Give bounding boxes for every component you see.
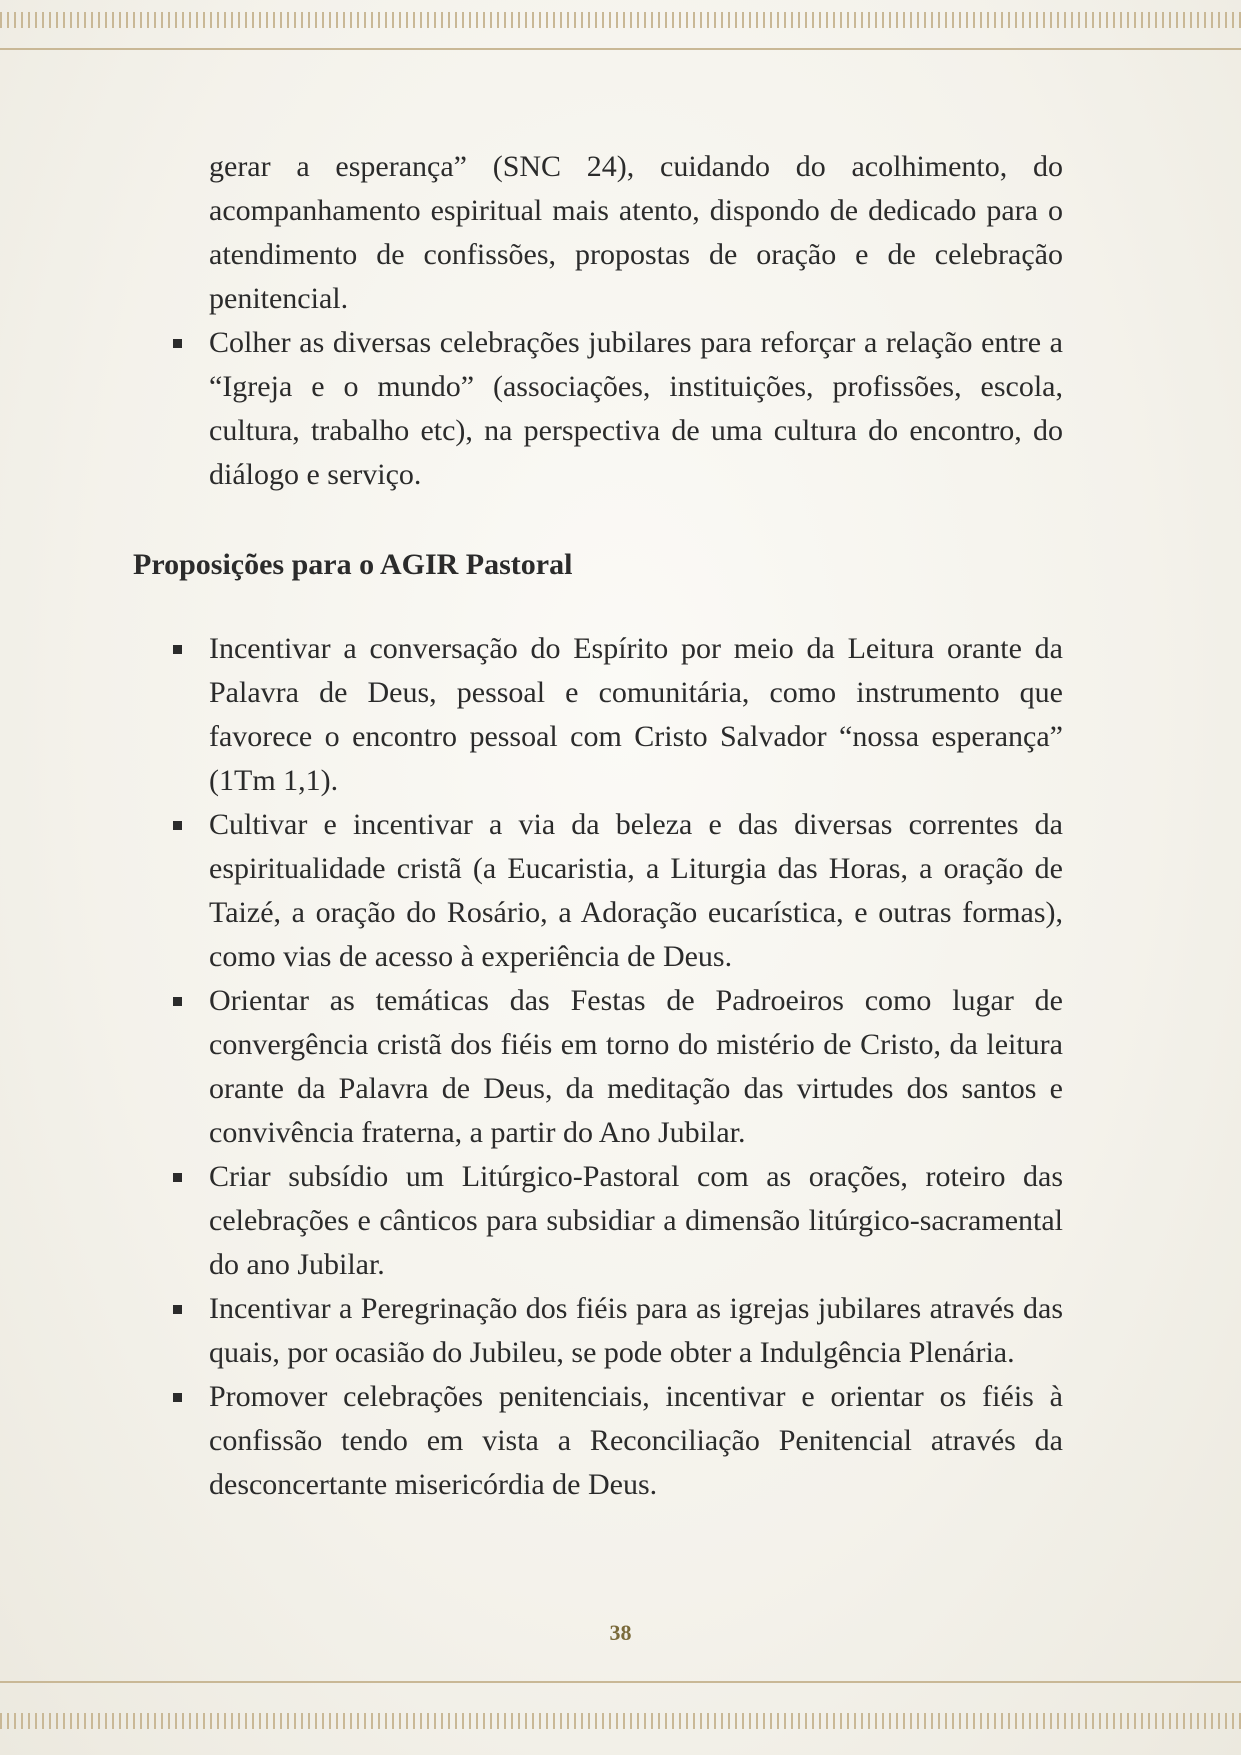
list-item [133, 321, 1063, 497]
bottom-border-line [0, 1681, 1241, 1683]
continued-paragraph: gerar a esperança” (SNC 24), cuidando do acolhimento, do acompanhamento espiritual mais atento, dispondo de dedicado para o atendimento de confissões, propostas de oração e de celebração penitencial. [209, 150, 1063, 315]
top-border-line [0, 48, 1241, 50]
first-bullet-list [133, 321, 1063, 497]
square-bullet-icon [173, 1173, 182, 1182]
list-item [133, 803, 1063, 979]
square-bullet-icon [173, 1305, 182, 1314]
bottom-decorative-border [0, 1713, 1241, 1729]
list-item-text: Cultivar e incentivar a via da beleza e das diversas correntes da espiritualidade cristã (a Eucaristia, a Liturgia das Horas, a oração de Taizé, a oração do Rosário, a Adoração eucarística, e outras formas), como vias de acesso à experiência de Deus. [209, 808, 1063, 973]
list-item-text: Promover celebrações penitenciais, incentivar e orientar os fiéis à confissão tendo em vista a Reconciliação Penitencial através da desconcertante misericórdia de Deus. [209, 1380, 1063, 1501]
list-item-text: Criar subsídio um Litúrgico-Pastoral com as orações, roteiro das celebrações e cânticos para subsidiar a dimensão litúrgico-sacramental do ano Jubilar. [209, 1160, 1063, 1281]
list-item [133, 1287, 1063, 1375]
list-item [133, 1155, 1063, 1287]
list-item-text: Incentivar a conversação do Espírito por meio da Leitura orante da Palavra de Deus, pessoal e comunitária, como instrumento que favorece o encontro pessoal com Cristo Salvador “nossa esperança” (1Tm 1,1). [209, 632, 1063, 797]
top-decorative-border [0, 12, 1241, 28]
list-item-text: Incentivar a Peregrinação dos fiéis para as igrejas jubilares através das quais, por ocasião do Jubileu, se pode obter a Indulgência Plenária. [209, 1292, 1063, 1369]
square-bullet-icon [173, 1393, 182, 1402]
square-bullet-icon [173, 821, 182, 830]
square-bullet-icon [173, 339, 182, 348]
list-item [133, 979, 1063, 1155]
page-number: 38 [609, 1620, 632, 1645]
agir-pastoral-list [133, 627, 1063, 1507]
section-heading: Proposições para o AGIR Pastoral [133, 548, 573, 581]
list-item-text: Orientar as temáticas das Festas de Padroeiros como lugar de convergência cristã dos fiéis em torno do mistério de Cristo, da leitura orante da Palavra de Deus, da meditação das virtudes dos santos e convivência fraterna, a partir do Ano Jubilar. [209, 984, 1063, 1149]
square-bullet-icon [173, 997, 182, 1006]
list-item [133, 627, 1063, 803]
list-item-text: Colher as diversas celebrações jubilares para reforçar a relação entre a “Igreja e o mundo” (associações, instituições, profissões, escola, cultura, trabalho etc), na perspectiva de uma cultura do encontro, do diálogo e serviço. [209, 326, 1063, 491]
list-item [133, 1375, 1063, 1507]
square-bullet-icon [173, 645, 182, 654]
page-content [133, 145, 1063, 1507]
